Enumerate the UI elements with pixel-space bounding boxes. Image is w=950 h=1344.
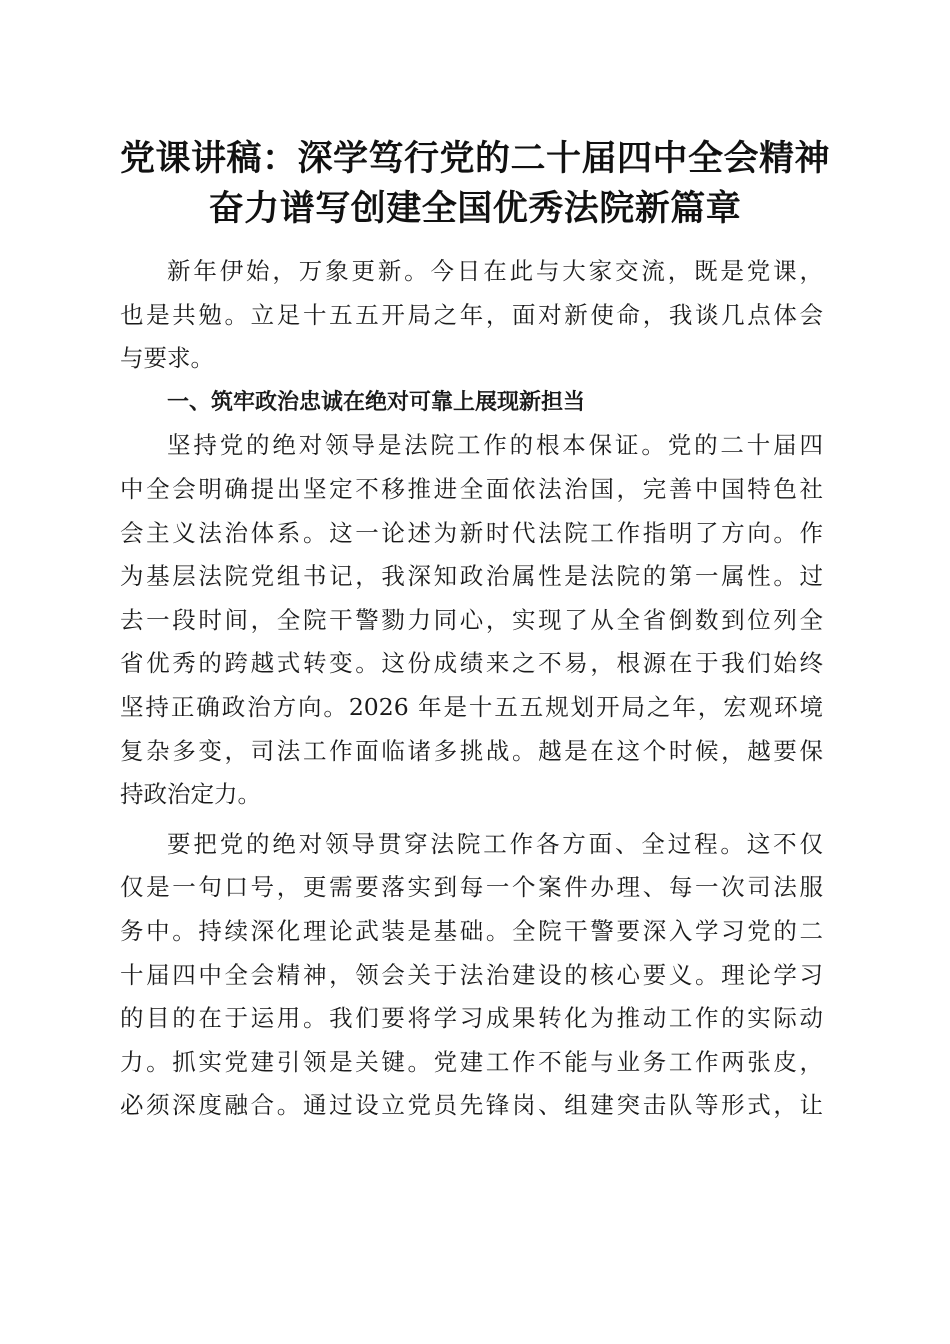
paragraph-line: 要把党的绝对领导贯穿法院工作各方面、全过程。这不仅 — [167, 829, 823, 858]
paragraph-line: 仅是一句口号，更需要落实到每一个案件办理、每一次司法服 — [120, 873, 823, 902]
section-heading-text: 一、筑牢政治忠诚在绝对可靠上展现新担当 — [167, 389, 586, 415]
paragraph-line: 去一段时间，全院干警勠力同心，实现了从全省倒数到位列全 — [120, 605, 823, 634]
paragraph-line: 坚持党的绝对领导是法院工作的根本保证。党的二十届四 — [167, 431, 823, 460]
paragraph-line: 中全会明确提出坚定不移推进全面依法治国，完善中国特色社 — [120, 474, 823, 503]
paragraph-line: 的目的在于运用。我们要将学习成果转化为推动工作的实际动 — [120, 1004, 823, 1033]
paragraph-line: 复杂多变，司法工作面临诸多挑战。越是在这个时候，越要保 — [120, 736, 823, 765]
document-title — [0, 134, 950, 234]
paragraph-line: 力。抓实党建引领是关键。党建工作不能与业务工作两张皮， — [120, 1047, 823, 1076]
paragraph-line: 务中。持续深化理论武装是基础。全院干警要深入学习党的二 — [120, 916, 823, 945]
section-heading-1 — [120, 381, 823, 425]
document-body — [120, 250, 823, 1128]
paragraph-intro — [120, 250, 823, 381]
paragraph-line: 坚持正确政治方向。2026 年是十五五规划开局之年，宏观环境 — [120, 692, 823, 721]
paragraph-line: 与要求。 — [120, 344, 214, 373]
paragraph-line: 省优秀的跨越式转变。这份成绩来之不易，根源在于我们始终 — [120, 649, 823, 678]
paragraph-line: 也是共勉。立足十五五开局之年，面对新使命，我谈几点体会 — [120, 300, 823, 329]
paragraph-line: 十届四中全会精神，领会关于法治建设的核心要义。理论学习 — [120, 960, 823, 989]
title-line-1: 党课讲稿：深学笃行党的二十届四中全会精神 — [119, 138, 830, 179]
paragraph-line: 为基层法院党组书记，我深知政治属性是法院的第一属性。过 — [120, 562, 823, 591]
paragraph-line: 会主义法治体系。这一论述为新时代法院工作指明了方向。作 — [120, 518, 823, 547]
title-line-2: 奋力谱写创建全国优秀法院新篇章 — [208, 188, 742, 229]
paragraph-party-leadership — [120, 823, 823, 1128]
paragraph-line: 必须深度融合。通过设立党员先锋岗、组建突击队等形式，让 — [120, 1091, 823, 1120]
paragraph-line: 持政治定力。 — [120, 780, 261, 809]
paragraph-political-loyalty — [120, 424, 823, 816]
paragraph-line: 新年伊始，万象更新。今日在此与大家交流，既是党课， — [167, 257, 823, 285]
